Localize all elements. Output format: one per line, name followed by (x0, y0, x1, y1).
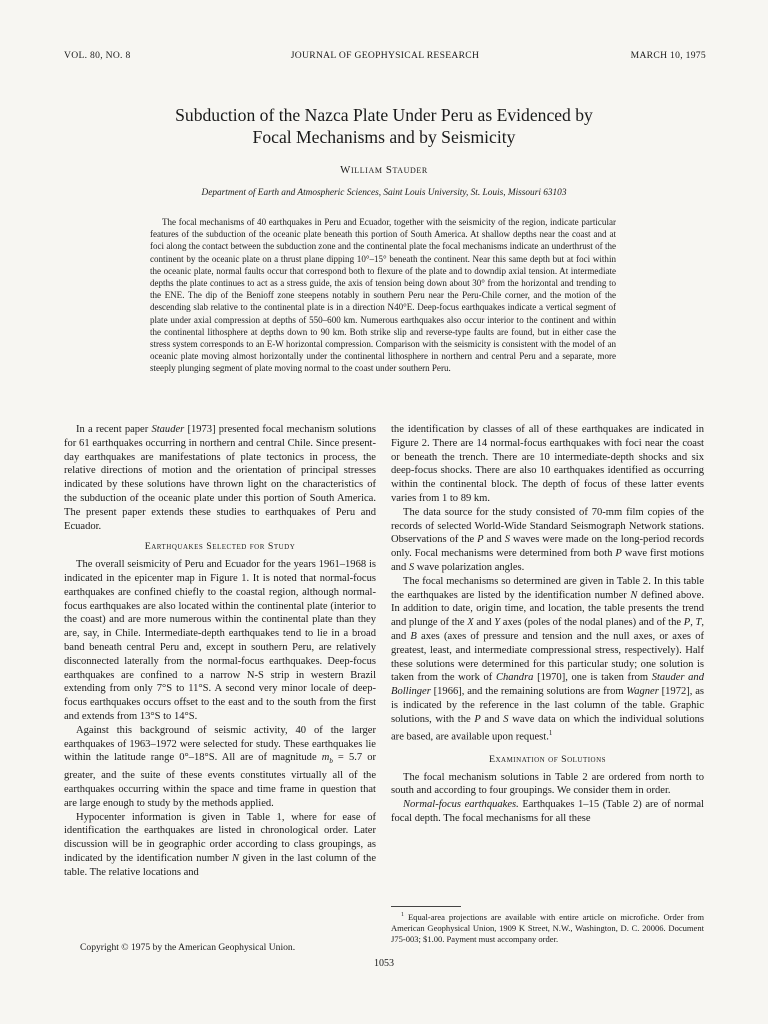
running-head (64, 50, 706, 64)
citation-chandra: Chandra (495, 672, 534, 684)
selection-paragraph: Against this background of seismic activity, 40 of the larger earthquakes of 1963–1972 were selected for study. These earthquakes lie within the latitude range 0°–18°S. All are of magnitude $m_b = 5.7$ or greater, and the suite of these events constitutes virtually all of the earthquakes occurring within the space and time frame in question that are large enough to study by the methods applied. (64, 724, 376, 809)
abstract: The focal mechanisms of 40 earthquakes in Peru and Ecuador, together with the seismicity of the region, indicate particular features of the subduction of the oceanic plate beneath this portion of South America. At shallow depths near the coast and at foci along the contact between the subduction zone and the continental plate the focal mechanisms indicate an underthrust of the continent by the oceanic plate on a thrust plane dipping 10°–15° beneath the continent. Near this same depth but at foci within the oceanic plate, normal faults occur that correspond both to flexure of the plate and to downdip axial tension. At intermediate depths the plate continues to act as a stress guide, the axis of tension being down about 30° from the horizontal and trending to the ENE. The dip of the Benioff zone steepens notably in southern Peru near the Peru-Chile corner, and the motion of the descending slab relative to the continental plate is in a direction N40°E. Deep-focus earthquakes indicate a vertical segment of plate under axial compression at depths of 550–600 km. Numerous earthquakes also occur interior to the continent and within the continental lithosphere at depths down to 90 km. Both strike slip and reverse-type faults are found, but in either case the stress system corresponds to an E-W horizontal compression. Comparison with the seismicity is consistent with the model of an oceanic plate moving almost horizontally under the continental lithosphere in northern and central Peru and a separate, more steeply plunging segment of plate moving normal to the coast under southern Peru. (150, 217, 616, 374)
author-name: William Stauder (340, 164, 428, 176)
intro-paragraph: In a recent paper Stauder [1973] presented focal mechanism solutions for 61 earthquakes occurring in northern and central Chile. Since present-day earthquakes are manifestations of plate tectonics in process, the relative directions of motion and the orientation of principal stresses indicated by these solutions have thrown light on the characteristics of the subduction of the oceanic plate under this portion of South America. The present paper extends these studies to earthquakes of Peru and Ecuador. (64, 424, 376, 532)
issue-date: MARCH 10, 1975 (630, 50, 706, 61)
copyright-notice: Copyright © 1975 by the American Geophysical Union. (80, 942, 296, 953)
citation-stauder: Stauder (151, 424, 185, 435)
title-line-1: Subduction of the Nazca Plate Under Peru as Evidenced by (175, 105, 593, 125)
classes-paragraph: the identification by classes of all of these earthquakes are indicated in Figure 2. There are 14 normal-focus earthquakes with foci near the coast or beneath the trench. There are 10 intermediate-depth shocks and six deep-focus shocks. There are also 10 earthquakes identified as occurring within the continental block. The depth of focus of these latter events varies from 1 to 89 km. (391, 424, 704, 504)
section-heading-earthquakes-selected: Earthquakes Selected for Study (144, 541, 296, 553)
author-affiliation: Department of Earth and Atmospheric Sciences, Saint Louis University, St. Louis, Missouri 63103 (201, 188, 567, 198)
paper-title (80, 104, 688, 148)
citation-wagner: Wagner (626, 686, 659, 698)
left-column (64, 423, 376, 880)
footnote-ref: 1 (548, 728, 553, 737)
ordering-paragraph: The focal mechanism solutions in Table 2 are ordered from north to south and according to four groupings. We consider them in order. (391, 771, 704, 797)
page-number: 1053 (374, 958, 394, 969)
citation-stauder-bollinger: Stauder and Bollinger (391, 672, 704, 698)
volume-number: VOL. 80, NO. 8 (64, 50, 131, 61)
title-line-2: Focal Mechanisms and by Seismicity (252, 127, 516, 147)
normal-focus-paragraph: Normal-focus earthquakes. Earthquakes 1–15 (Table 2) are of normal focal depth. The focal mechanisms for all these (391, 799, 704, 825)
data-source-paragraph: The data source for the study consisted of 70-mm film copies of the records of selected World-Wide Standard Seismograph Network stations. Observations of the P and S waves were made on the long-period records only. Focal mechanisms were determined from both P wave first motions and S wave polarization angles. (391, 506, 704, 573)
section-heading-examination: Examination of Solutions (488, 753, 607, 765)
footnote-divider (391, 906, 461, 907)
journal-name: JOURNAL OF GEOPHYSICAL RESEARCH (290, 50, 480, 61)
hypocenter-paragraph: Hypocenter information is given in Table 1, where for ease of identification the earthquakes are listed in chronological order. Later discussion will be in geographic order according to class groupings, as indicated by the identification number N given in the last column of the table. The relative locations and (64, 811, 376, 878)
table2-paragraph: The focal mechanisms so determined are given in Table 2. In this table the earthquakes are listed by the identification number N defined above. In addition to date, origin time, and location, the table presents the trend and plunge of the X and Y axes (poles of the nodal planes) and of the P, T, and B axes (axes of pressure and tension and the null axes, or axes of greatest, least, and intermediate compressional stress, respectively). Half these solutions were determined for this particular study; one solution is taken from the work of Chandra [1970], one is taken from Stauder and Bollinger [1966], and the remaining solutions are from Wagner [1972], as is indicated by the reference in the last column of the table. Graphic solutions, with the P and S wave data on which the individual solutions are based, are available upon request.$^1$ (391, 575, 705, 743)
seismicity-paragraph: The overall seismicity of Peru and Ecuador for the years 1961–1968 is indicated in the epicenter map in Figure 1. It is noted that normal-focus earthquakes are confined chiefly to the coastal region, although normal-focus earthquakes are also located within the continental plate (interior to the coast) and are more numerous within the continental plate than they are, say, in Chile. Intermediate-depth earthquakes tend to lie in a broad band beneath central Peru and, except in southern Peru, are relatively disconnected laterally from the normal-focus earthquakes. Deep-focus earthquakes are confined to a narrow N-S strip in western Brazil extending from only 7°S to 11°S. A second very minor locale of deep-focus earthquakes occurs offset to the east and to the south from the first and extends from 13°S to 14°S. (64, 559, 376, 722)
right-column (391, 423, 704, 826)
footnote: $^1$ Equal-area projections are available with entire article on microfiche. Order from American Geophysical Union, 1909 K Street, N.W., Washington, D. C. 20006. Document J75-003; $1.00. Payment must accompany order. (391, 911, 704, 944)
subsection-label: Normal-focus earthquakes. (403, 799, 519, 811)
